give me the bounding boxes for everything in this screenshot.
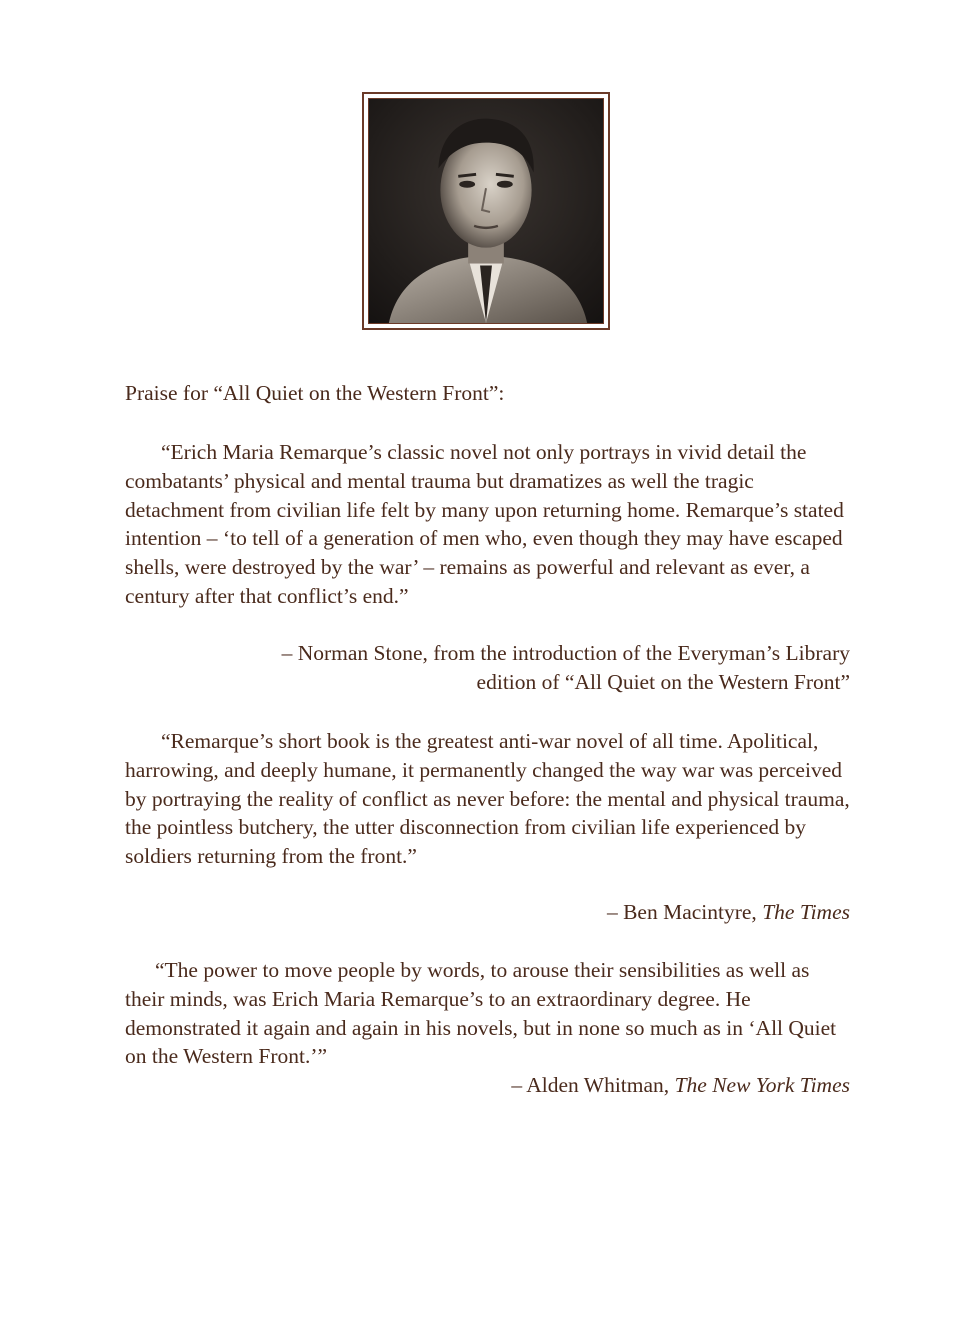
quote-attribution	[125, 639, 850, 697]
attribution-line: edition of “All Quiet on the Western Front”	[476, 669, 850, 694]
attribution-line: – Norman Stone, from the introduction of the Everyman’s Library	[281, 641, 850, 665]
quote-attribution	[125, 1071, 850, 1100]
quote-block	[125, 727, 850, 871]
praise-heading: Praise for “All Quiet on the Western Front”:	[125, 381, 505, 405]
quote-text: “The power to move people by words, to arouse their sensibilities as well as their minds, was Erich Maria Remarque’s to an extraordinary degree. He demonstrated it again and again in his novels, but in none so much as in ‘All Quiet on the Western Front.’”	[125, 958, 837, 1069]
attribution-author: – Ben Macintyre,	[606, 900, 763, 924]
quote-block	[125, 438, 850, 611]
quote-block	[125, 956, 850, 1071]
attribution-author: – Alden Whitman,	[511, 1073, 675, 1097]
author-portrait	[368, 98, 604, 324]
quote-text: “Remarque’s short book is the greatest anti-war novel of all time. Apolitical, harrowing, and deeply humane, it permanently changed the way war was perceived by portraying the reality of conflict as never before: the mental and physical trauma, the pointless butchery, the utter disconnection from civilian life experienced by soldiers returning from the front.”	[125, 729, 850, 869]
quote-text: “Erich Maria Remarque’s classic novel not only portrays in vivid detail the combatants’ physical and mental trauma but dramatizes as well the tragic detachment from civilian life felt by many upon returning home. Remarque’s stated intention – ‘to tell of a generation of men who, even though they may have escaped shells, were destroyed by the war’ – remains as powerful and relevant as ever, a century after that conflict’s end.”	[125, 440, 844, 608]
portrait-frame	[362, 92, 610, 330]
attribution-source: The Times	[762, 900, 850, 924]
portrait-photo	[369, 99, 603, 323]
attribution-source: The New York Times	[674, 1073, 850, 1097]
quote-attribution	[125, 898, 850, 927]
